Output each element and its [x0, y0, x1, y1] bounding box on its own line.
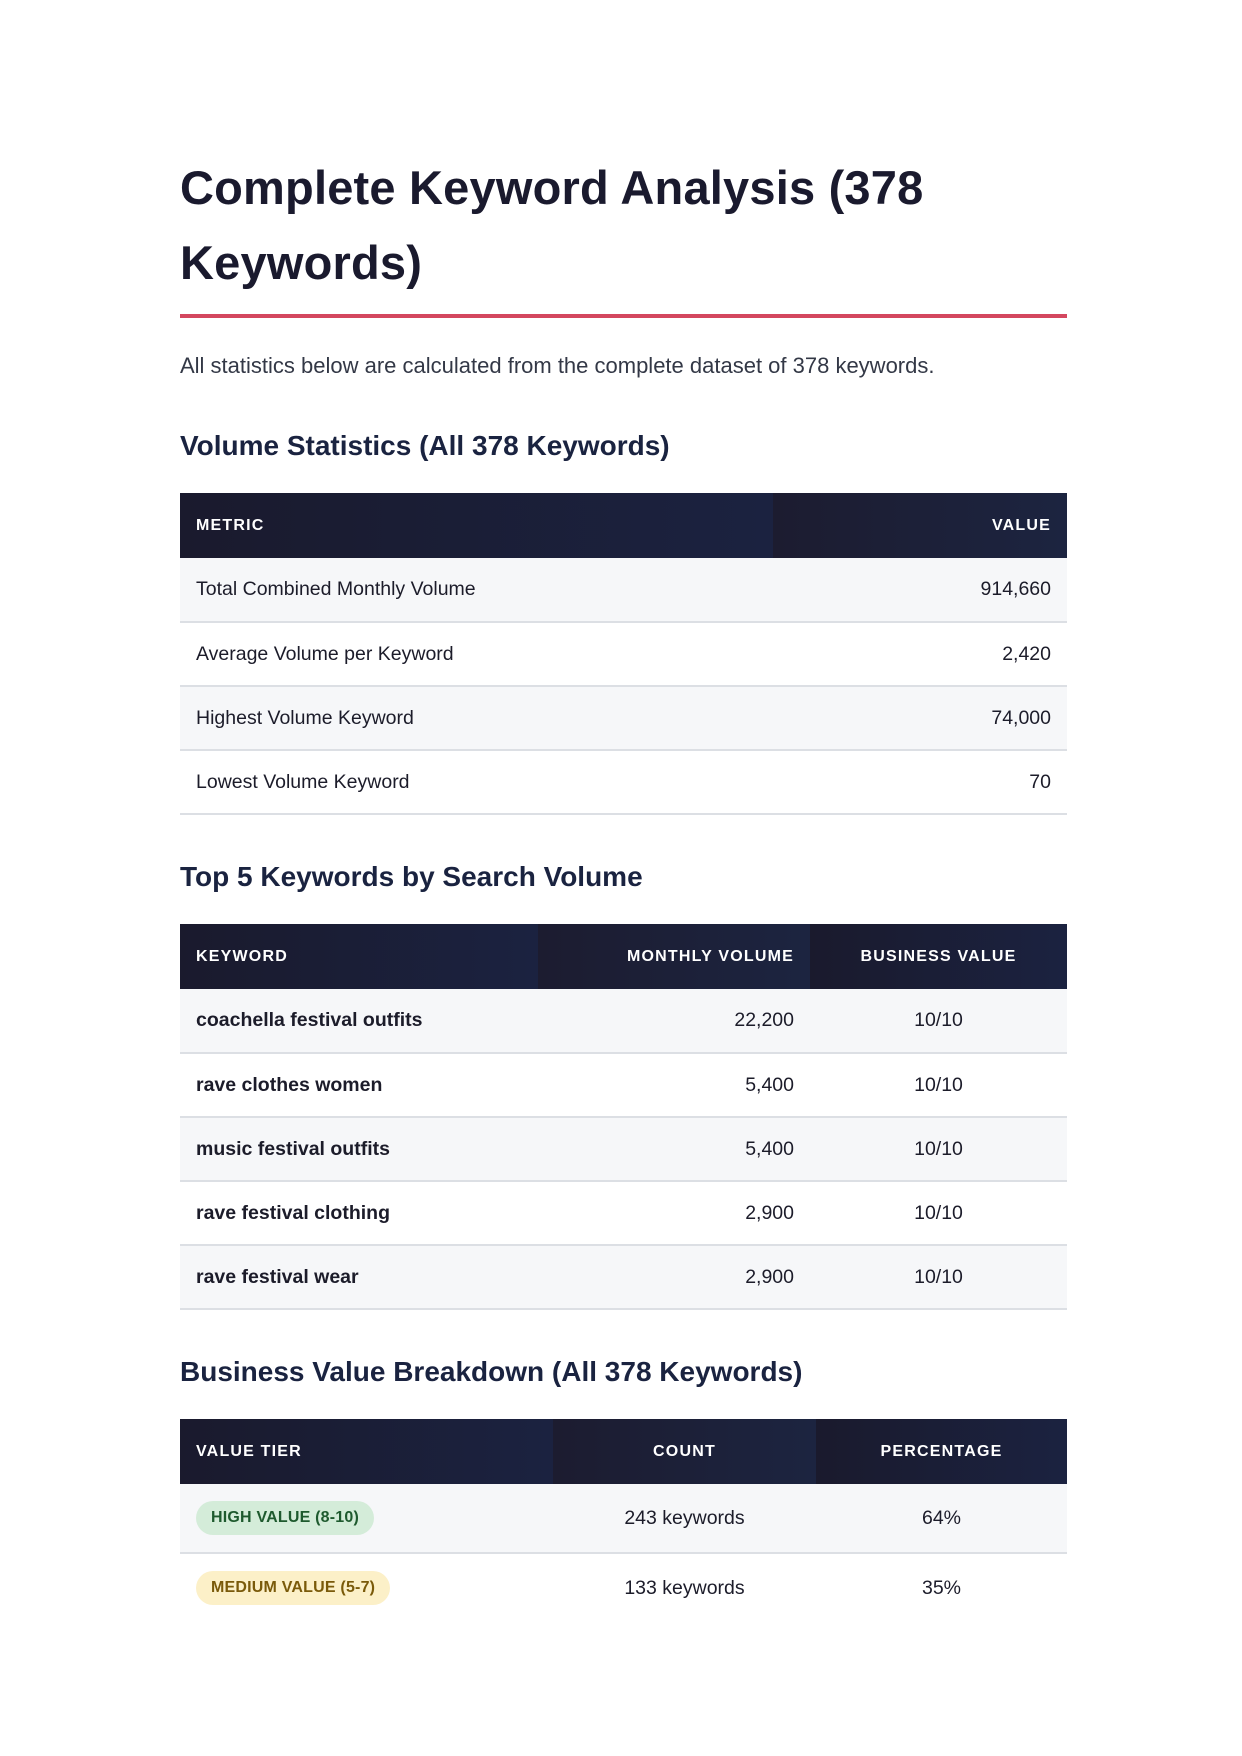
table-row	[180, 622, 1067, 686]
table-row	[180, 1245, 1067, 1309]
keyword-cell: rave festival clothing	[180, 1181, 538, 1245]
keyword-cell: rave festival wear	[180, 1245, 538, 1309]
value-tier-cell	[180, 1484, 553, 1553]
column-header-value: VALUE	[773, 493, 1067, 558]
page-title: Complete Keyword Analysis (378 Keywords)	[180, 161, 924, 289]
volume-cell: 22,200	[538, 989, 810, 1053]
metric-cell: Total Combined Monthly Volume	[180, 558, 773, 622]
top-keywords-heading: Top 5 Keywords by Search Volume	[180, 861, 643, 892]
column-header-percentage: PERCENTAGE	[816, 1419, 1067, 1484]
business-value-cell: 10/10	[810, 1117, 1067, 1181]
table-row	[180, 750, 1067, 814]
column-header-metric: METRIC	[180, 493, 773, 558]
count-cell: 133 keywords	[553, 1553, 816, 1622]
table-row	[180, 1181, 1067, 1245]
medium-value-badge: MEDIUM VALUE (5-7)	[196, 1571, 390, 1605]
table-row	[180, 989, 1067, 1053]
value-cell: 914,660	[773, 558, 1067, 622]
volume-stats-table	[180, 493, 1067, 815]
table-header-row	[180, 1419, 1067, 1484]
table-row	[180, 1553, 1067, 1622]
business-value-cell: 10/10	[810, 1245, 1067, 1309]
keyword-cell: music festival outfits	[180, 1117, 538, 1181]
business-value-cell: 10/10	[810, 989, 1067, 1053]
metric-cell: Highest Volume Keyword	[180, 686, 773, 750]
table-header-row	[180, 924, 1067, 989]
document-body	[180, 150, 1067, 1622]
volume-cell: 2,900	[538, 1181, 810, 1245]
volume-stats-heading: Volume Statistics (All 378 Keywords)	[180, 430, 670, 461]
value-cell: 70	[773, 750, 1067, 814]
table-header-row	[180, 493, 1067, 558]
column-header-business-value: BUSINESS VALUE	[810, 924, 1067, 989]
table-row	[180, 1117, 1067, 1181]
value-cell: 2,420	[773, 622, 1067, 686]
business-value-heading: Business Value Breakdown (All 378 Keywords)	[180, 1356, 803, 1387]
metric-cell: Lowest Volume Keyword	[180, 750, 773, 814]
column-header-keyword: KEYWORD	[180, 924, 538, 989]
metric-cell: Average Volume per Keyword	[180, 622, 773, 686]
percentage-cell: 64%	[816, 1484, 1067, 1553]
table-row	[180, 1484, 1067, 1553]
table-row	[180, 1053, 1067, 1117]
value-cell: 74,000	[773, 686, 1067, 750]
business-value-cell: 10/10	[810, 1053, 1067, 1117]
volume-cell: 5,400	[538, 1117, 810, 1181]
top-keywords-table	[180, 924, 1067, 1310]
high-value-badge: HIGH VALUE (8-10)	[196, 1501, 374, 1535]
volume-cell: 5,400	[538, 1053, 810, 1117]
keyword-cell: rave clothes women	[180, 1053, 538, 1117]
title-divider	[180, 314, 1067, 318]
table-row	[180, 686, 1067, 750]
column-header-count: COUNT	[553, 1419, 816, 1484]
intro-text: All statistics below are calculated from the complete dataset of 378 keywords.	[180, 353, 935, 378]
business-value-table	[180, 1419, 1067, 1622]
column-header-value-tier: VALUE TIER	[180, 1419, 553, 1484]
table-row	[180, 558, 1067, 622]
value-tier-cell	[180, 1553, 553, 1622]
business-value-cell: 10/10	[810, 1181, 1067, 1245]
count-cell: 243 keywords	[553, 1484, 816, 1553]
column-header-monthly-volume: MONTHLY VOLUME	[538, 924, 810, 989]
volume-cell: 2,900	[538, 1245, 810, 1309]
percentage-cell: 35%	[816, 1553, 1067, 1622]
keyword-cell: coachella festival outfits	[180, 989, 538, 1053]
